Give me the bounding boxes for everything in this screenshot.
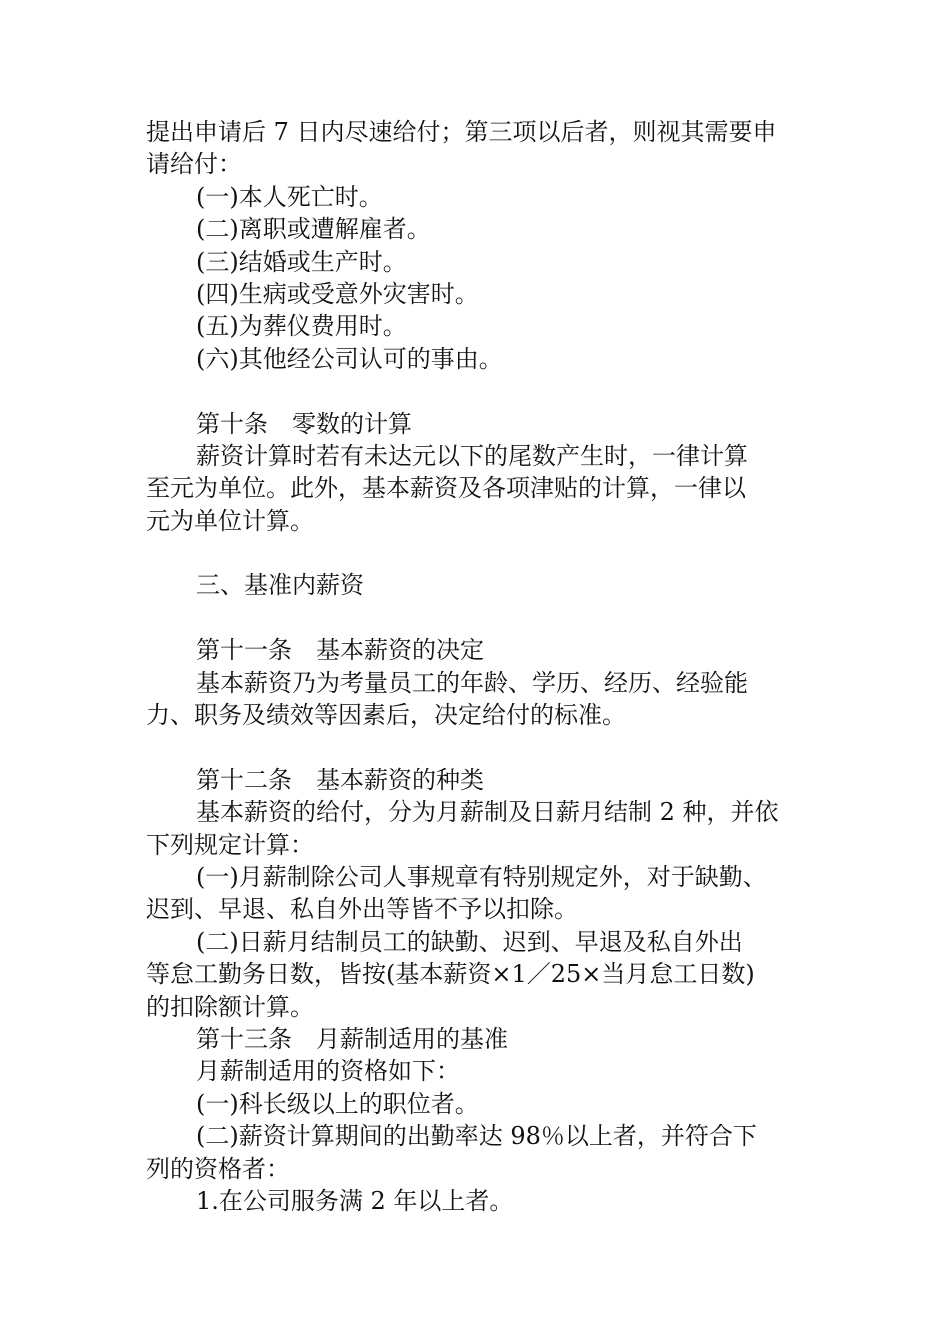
- text-line: 薪资计算时若有未达元以下的尾数产生时，一律计算: [196, 441, 748, 470]
- text-line: 至元为单位。此外，基本薪资及各项津贴的计算，一律以: [146, 474, 746, 503]
- article-10: [146, 408, 810, 538]
- text-line: 列的资格者：: [146, 1154, 290, 1183]
- text-line: 月薪制适用的资格如下：: [196, 1057, 460, 1086]
- section-3: [146, 569, 810, 601]
- list-item: (一)月薪制除公司人事规章有特别规定外，对于缺勤、: [196, 862, 767, 891]
- list-item: (一)科长级以上的职位者。: [196, 1089, 479, 1118]
- text-line: 下列规定计算：: [146, 830, 314, 859]
- text-line: 的扣除额计算。: [146, 992, 314, 1021]
- list-item: (六)其他经公司认可的事由。: [196, 344, 503, 373]
- text-line: 元为单位计算。: [146, 506, 314, 535]
- list-item: (一)本人死亡时。: [196, 182, 383, 211]
- case-list: [146, 181, 810, 375]
- text-line: 等怠工勤务日数，皆按(基本薪资×1／25×当月怠工日数): [146, 960, 755, 989]
- list-item: (四)生病或受意外灾害时。: [196, 279, 479, 308]
- text-line: 请给付：: [146, 150, 242, 179]
- document-page: [146, 116, 810, 1217]
- text-line: 基本薪资的给付，分为月薪制及日薪月结制 2 种，并依: [196, 798, 779, 827]
- text-line: 力、职务及绩效等因素后，决定给付的标准。: [146, 701, 626, 730]
- list-item: (二)薪资计算期间的出勤率达 98％以上者，并符合下: [196, 1122, 757, 1151]
- spacer: [146, 375, 810, 407]
- article-heading: 第十一条 基本薪资的决定: [196, 636, 484, 665]
- paragraph-intro: [146, 116, 810, 181]
- article-heading: 第十条 零数的计算: [196, 409, 412, 438]
- list-item: (二)离职或遭解雇者。: [196, 215, 431, 244]
- article-11: [146, 634, 810, 731]
- article-heading: 第十二条 基本薪资的种类: [196, 765, 484, 794]
- text-line: 基本薪资乃为考量员工的年龄、学历、经历、经验能: [196, 668, 748, 697]
- spacer: [146, 537, 810, 569]
- text-line: 提出申请后 7 日内尽速给付；第三项以后者，则视其需要申: [146, 118, 777, 146]
- spacer: [146, 602, 810, 634]
- article-12-13: [146, 764, 810, 1217]
- section-heading: 三、基准内薪资: [196, 571, 364, 600]
- list-item: 1.在公司服务满 2 年以上者。: [196, 1186, 514, 1215]
- list-item: (二)日薪月结制员工的缺勤、迟到、早退及私自外出: [196, 927, 743, 956]
- list-item: (五)为葬仪费用时。: [196, 312, 407, 341]
- list-item: (三)结婚或生产时。: [196, 247, 407, 276]
- article-heading: 第十三条 月薪制适用的基准: [196, 1024, 508, 1053]
- spacer: [146, 731, 810, 763]
- text-line: 迟到、早退、私自外出等皆不予以扣除。: [146, 895, 578, 924]
